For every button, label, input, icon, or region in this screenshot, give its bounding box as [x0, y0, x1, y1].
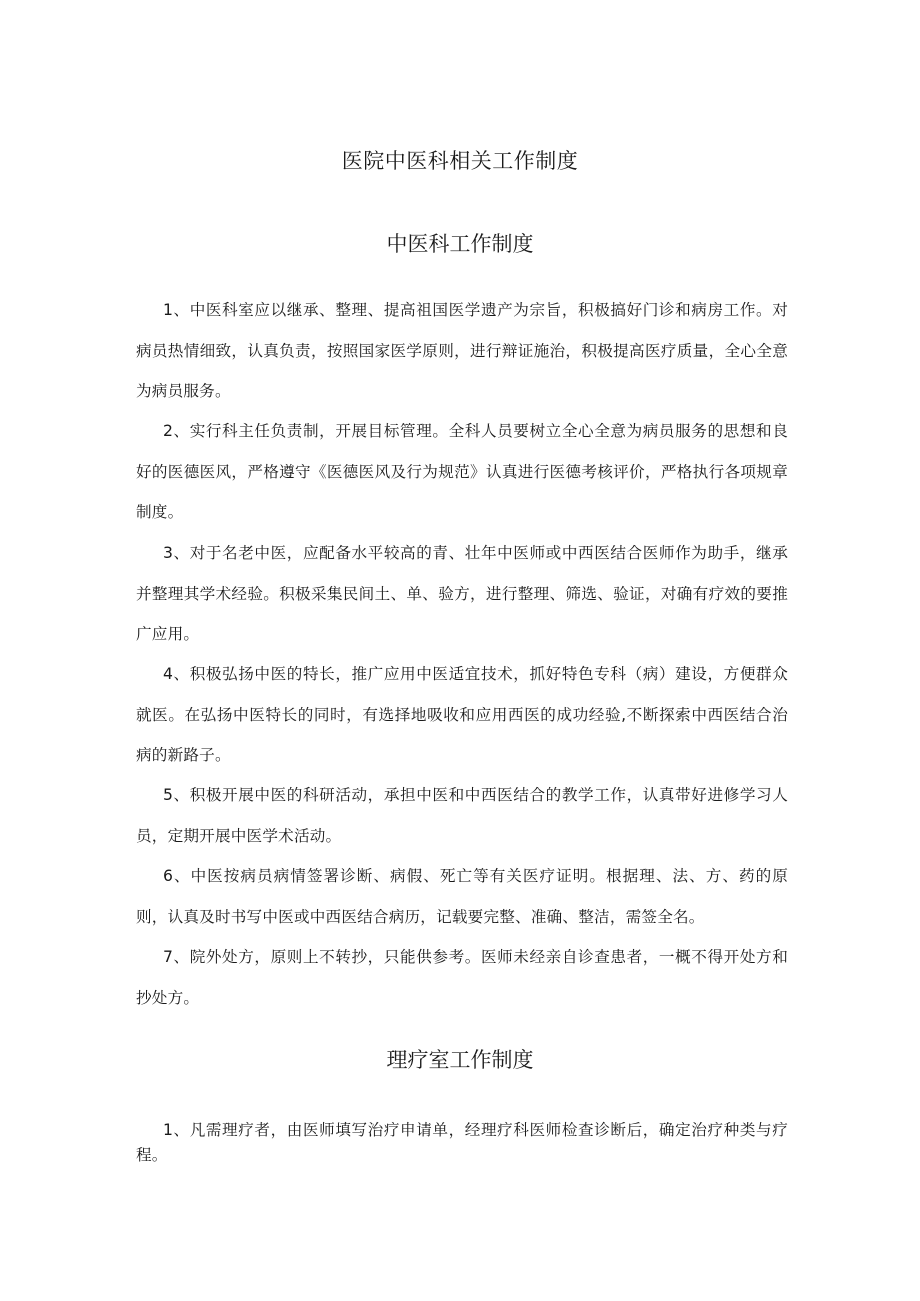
paragraph-5: 5、积极开展中医的科研活动，承担中医和中西医结合的教学工作，认真带好进修学习人员，定期开展中医学术活动。 [136, 786, 788, 845]
paragraph-physiotherapy-1: 1、凡需理疗者，由医师填写治疗申请单，经理疗科医师检查诊断后，确定治疗种类与疗程。 [136, 1121, 788, 1164]
paragraph-4: 4、积极弘扬中医的特长，推广应用中医适宜技术，抓好特色专科（病）建设，方便群众就医。在弘扬中医特长的同时，有选择地吸收和应用西医的成功经验,不断探索中西医结合治病的新路子。 [136, 665, 788, 764]
section-heading-physiotherapy: 理疗室工作制度 [386, 1048, 534, 1072]
paragraph-6: 6、中医按病员病情签署诊断、病假、死亡等有关医疗证明。根据理、法、方、药的原则，认真及时书写中医或中西医结合病历，记载要完整、准确、整洁，需签全名。 [136, 867, 788, 926]
paragraph-7: 7、院外处方，原则上不转抄，只能供参考。医师未经亲自诊查患者，一概不得开处方和抄处方。 [136, 948, 788, 1007]
document-title: 医院中医科相关工作制度 [341, 149, 579, 173]
paragraph-1: 1、中医科室应以继承、整理、提高祖国医学遗产为宗旨，积极搞好门诊和病房工作。对病员热情细致，认真负责，按照国家医学原则，进行辩证施治，积极提高医疗质量，全心全意为病员服务。 [136, 301, 788, 400]
section-heading-tcm: 中医科工作制度 [386, 232, 534, 256]
paragraph-2: 2、实行科主任负责制，开展目标管理。全科人员要树立全心全意为病员服务的思想和良好的医德医风，严格遵守《医德医风及行为规范》认真进行医德考核评价，严格执行各项规章制度。 [136, 422, 788, 521]
paragraph-3: 3、对于名老中医，应配备水平较高的青、壮年中医师或中西医结合医师作为助手，继承并整理其学术经验。积极采集民间土、单、验方，进行整理、筛选、验证，对确有疗效的要推广应用。 [136, 544, 788, 643]
